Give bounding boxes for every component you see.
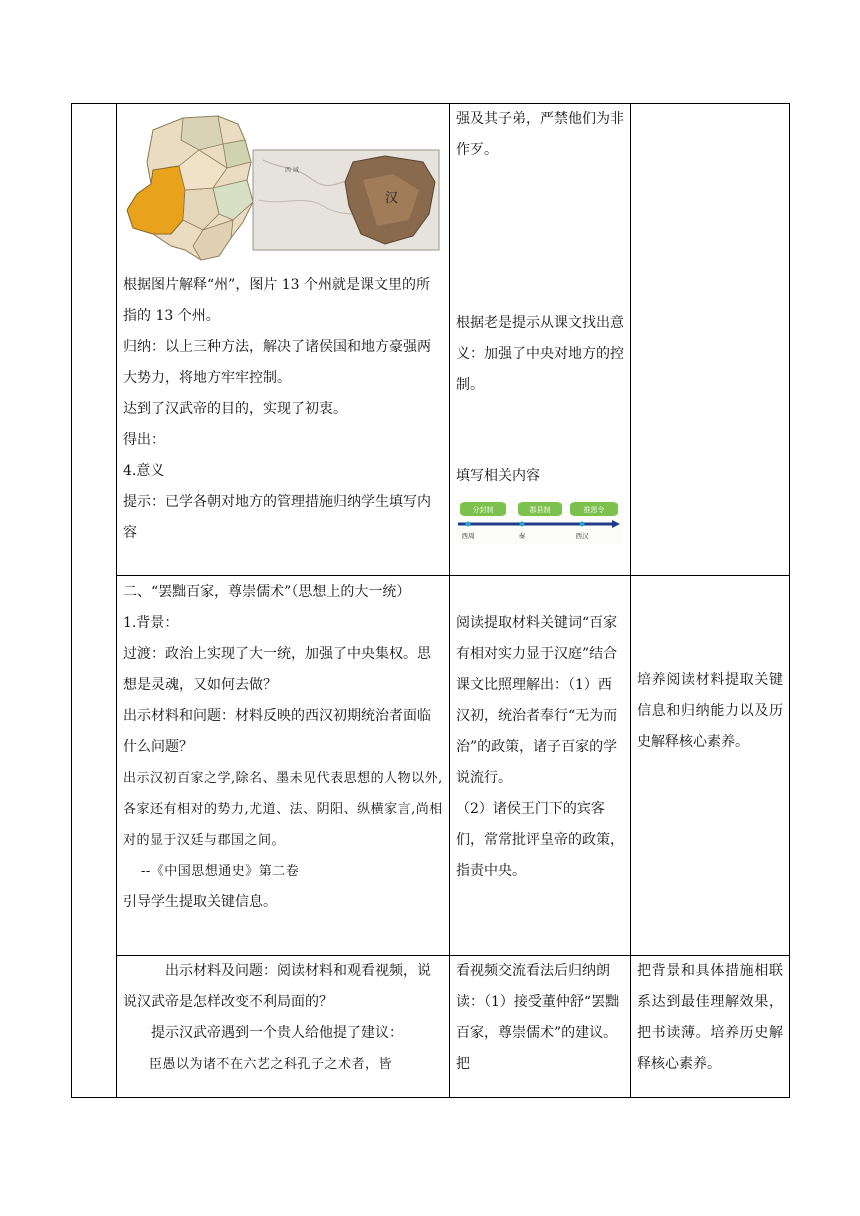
paragraph: 填写相关内容 xyxy=(456,468,540,484)
han-provinces-map-image xyxy=(123,110,443,270)
paragraph: 得出： xyxy=(123,432,165,448)
paragraph: 强及其子弟，严禁他们为非作歹。 xyxy=(456,111,624,158)
quote-source: --《中国思想通史》第二卷 xyxy=(141,864,300,879)
student-activity-cell xyxy=(450,576,631,956)
teacher-activity-cell xyxy=(117,956,450,1098)
design-intent-cell xyxy=(631,576,790,956)
lesson-plan-table xyxy=(71,103,790,1098)
teacher-activity-cell xyxy=(117,576,450,956)
student-activity-cell xyxy=(450,104,631,576)
paragraph: 出示材料及问题：阅读材料和观看视频，说说汉武帝是怎样改变不利局面的？ xyxy=(123,963,431,1010)
blank-left-column xyxy=(72,104,117,1098)
paragraph: 达到了汉武帝的目的，实现了初衷。 xyxy=(123,401,347,417)
timeline-image xyxy=(456,500,622,544)
paragraph: 培养阅读材料提取关键信息和归纳能力以及历史解释核心素养。 xyxy=(637,672,783,750)
governance-timeline xyxy=(456,500,622,544)
timeline-bubble xyxy=(460,502,506,516)
paragraph: 提示汉武帝遇到一个贵人给他提了建议： xyxy=(151,1025,403,1041)
bubble-label: 分封制 xyxy=(472,506,494,514)
spacer xyxy=(456,576,624,608)
teacher-activity-cell xyxy=(117,104,450,576)
design-intent-cell xyxy=(631,956,790,1098)
bubble-label: 推恩令 xyxy=(583,506,605,514)
han-territory-map xyxy=(253,150,439,250)
map-label-han: 汉 xyxy=(385,191,399,206)
paragraph: 根据图片解释“州”，图片 13 个州就是课文里的所指的 13 个州。 xyxy=(123,277,431,324)
thirteen-provinces-map xyxy=(127,116,253,260)
quote-material: 出示汉初百家之学,除名、墨未见代表思想的人物以外,各家还有相对的势力,尤道、法、阴阳、纵横家言,尚相对的显于汉廷与郡国之间。 xyxy=(123,771,443,848)
paragraph: 过渡：政治上实现了大一统，加强了中央集权。思想是灵魂，又如何去做？ xyxy=(123,646,431,693)
student-activity-cell xyxy=(450,956,631,1098)
tick-label: 西周 xyxy=(461,532,475,540)
paragraph: 把背景和具体措施相联系达到最佳理解效果，把书读薄。培养历史解释核心素养。 xyxy=(637,963,783,1072)
spacer xyxy=(456,166,624,308)
map-images xyxy=(123,110,443,270)
paragraph: 阅读提取材料关键词“百家有相对实力显于汉庭”结合课文比照理解出：（1）西汉初，统治者奉行“无为而治”的政策，诸子百家的学说流行。 xyxy=(456,615,618,786)
map-label-xiyu: 西 域 xyxy=(285,167,299,174)
table-row xyxy=(72,956,790,1098)
design-intent-cell xyxy=(631,104,790,576)
paragraph: 看视频交流看法后归纳朗读：（1）接受董仲舒“罢黜百家，尊崇儒术”的建议。把 xyxy=(456,963,620,1072)
paragraph: 出示材料和问题：材料反映的西汉初期统治者面临什么问题？ xyxy=(123,708,431,755)
spacer xyxy=(637,576,783,665)
paragraph: 归纳：以上三种方法，解决了诸侯国和地方豪强两大势力，将地方牢牢控制。 xyxy=(123,339,431,386)
timeline-bubble xyxy=(518,502,562,516)
paragraph: 1.背景： xyxy=(123,615,179,631)
bubble-label: 郡县制 xyxy=(529,506,551,514)
paragraph: 根据老是提示从课文找出意义：加强了中央对地方的控制。 xyxy=(456,315,624,393)
paragraph: 4.意义 xyxy=(123,463,165,479)
section-title: 二、“罢黜百家，尊崇儒术”（思想上的大一统） xyxy=(123,584,411,600)
tick-label: 西汉 xyxy=(575,532,589,540)
table-row xyxy=(72,104,790,576)
tick-label: 秦 xyxy=(518,532,526,540)
table-row xyxy=(72,576,790,956)
timeline-bubble xyxy=(570,502,618,516)
paragraph: 引导学生提取关键信息。 xyxy=(123,894,277,910)
paragraph: 提示：已学各朝对地方的管理措施归纳学生填写内容 xyxy=(123,494,431,541)
spacer xyxy=(456,401,624,461)
quote-material: 臣愚以为诸不在六艺之科孔子之术者，皆 xyxy=(149,1057,393,1072)
paragraph: （2）诸侯王门下的宾客们，常常批评皇帝的政策，指责中央。 xyxy=(456,801,624,879)
